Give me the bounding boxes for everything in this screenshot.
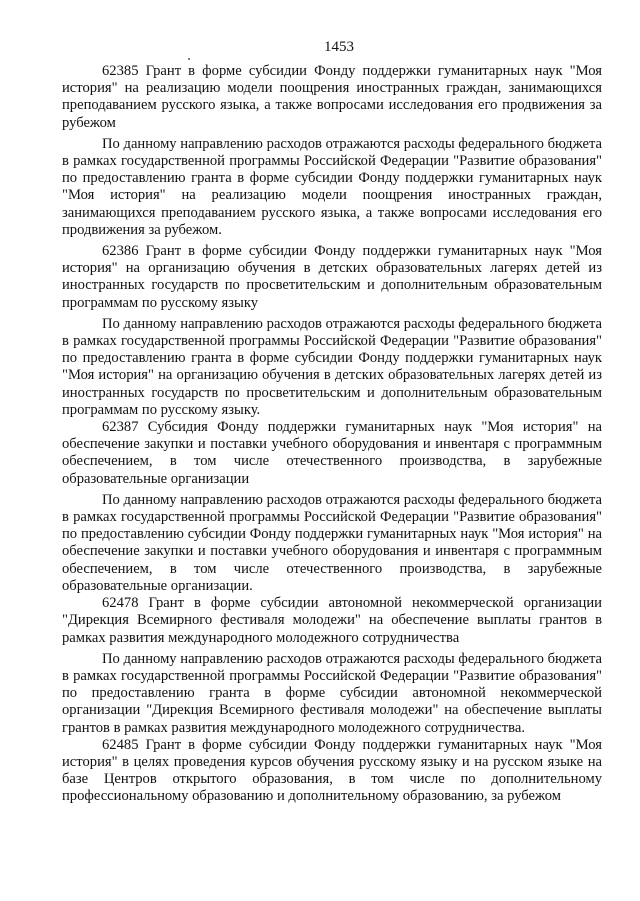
paragraph-62478-description: По данному направлению расходов отражаются расходы федерального бюджета в рамках государственной программы Российской Федерации "Развитие образования" по предоставлению гранта в форме субсидии автономной некоммерческой организации "Дирекция Всемирного фестиваля молодежи" на обеспечение выплаты грантов в рамках развития международного молодежного сотрудничества. bbox=[62, 650, 602, 736]
paragraph-62385-description: По данному направлению расходов отражаются расходы федерального бюджета в рамках государственной программы Российской Федерации "Развитие образования" по предоставлению гранта в форме субсидии Фонду поддержки гуманитарных наук "Моя история" на реализацию модели поощрения иностранных граждан, занимающихся преподаванием русского языка, а также вопросами исследования его продвижения за рубежом. bbox=[62, 135, 602, 238]
paragraph-62387-title: 62387 Субсидия Фонду поддержки гуманитарных наук "Моя история" на обеспечение закупки и поставки учебного оборудования и инвентаря с программным обеспечением, в том числе отечественного производства, в зарубежные образовательные организации bbox=[62, 419, 602, 487]
paragraph-62386-description: По данному направлению расходов отражаются расходы федерального бюджета в рамках государственной программы Российской Федерации "Развитие образования" по предоставлению гранта в форме субсидии Фонду поддержки гуманитарных наук "Моя история" на организацию обучения в детских образовательных лагерях детей из иностранных государств по просветительским и дополнительным образовательным программам по русскому языку. bbox=[62, 315, 602, 418]
paragraph-62386-title: 62386 Грант в форме субсидии Фонду поддержки гуманитарных наук "Моя история" на организацию обучения в детских образовательных лагерях детей из иностранных государств по просветительским и дополнительным образовательным программам по русскому языку bbox=[62, 243, 602, 311]
paragraph-62387-description: По данному направлению расходов отражаются расходы федерального бюджета в рамках государственной программы Российской Федерации "Развитие образования" по предоставлению субсидии Фонду поддержки гуманитарных наук "Моя история" на обеспечение закупки и поставки учебного оборудования и инвентаря с программным обеспечением, в том числе отечественного производства, в зарубежные образовательные организации. bbox=[62, 491, 602, 594]
paragraph-62385-title: 62385 Грант в форме субсидии Фонду поддержки гуманитарных наук "Моя история" на реализацию модели поощрения иностранных граждан, занимающихся преподаванием русского языка, а также вопросами исследования его продвижения за рубежом bbox=[62, 63, 602, 131]
scan-speck bbox=[188, 58, 190, 60]
page-number: 1453 bbox=[324, 39, 354, 55]
paragraph-62478-title: 62478 Грант в форме субсидии автономной некоммерческой организации "Дирекция Всемирного фестиваля молодежи" на обеспечение выплаты грантов в рамках развития международного молодежного сотрудничества bbox=[62, 595, 602, 646]
paragraph-62485-title: 62485 Грант в форме субсидии Фонду поддержки гуманитарных наук "Моя история" в целях проведения курсов обучения русскому языку и на русском языке на базе Центров открытого образования, в том числе по дополнительному профессиональному образованию и дополнительному образованию, за рубежом bbox=[62, 736, 602, 805]
